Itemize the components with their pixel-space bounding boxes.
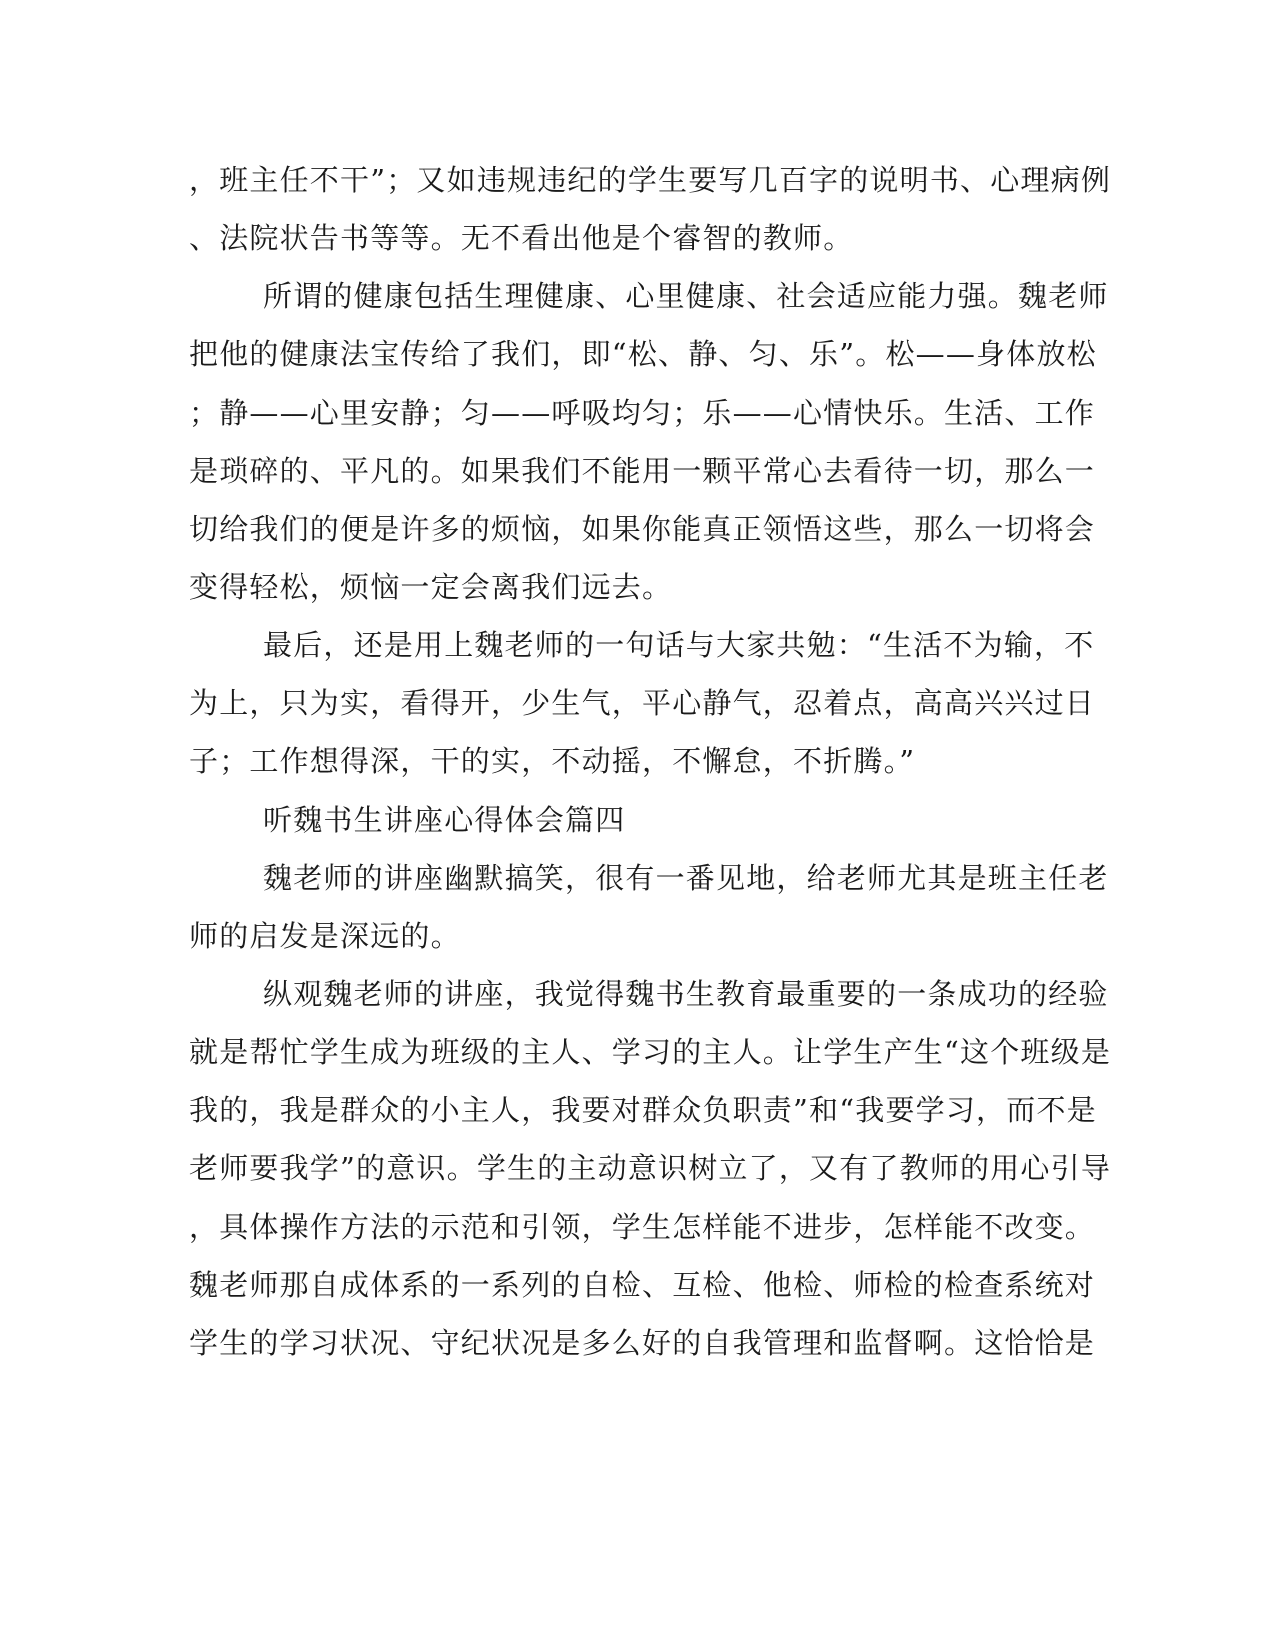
text-line: 子；工作想得深，干的实，不动摇，不懈怠，不折腾。” <box>189 744 916 778</box>
paragraph-start: 最后，还是用上魏老师的一句话与大家共勉：“生活不为输，不 <box>263 628 1095 662</box>
text-line: ，班主任不干”；又如违规违纪的学生要写几百字的说明书、心理病例 <box>189 163 1112 197</box>
text-line: 为上，只为实，看得开，少生气，平心静气，忍着点，高高兴兴过日 <box>189 686 1096 720</box>
text-line: ；静——心里安静；匀——呼吸均匀；乐——心情快乐。生活、工作 <box>189 396 1096 430</box>
text-line: 是琐碎的、平凡的。如果我们不能用一颗平常心去看待一切，那么一 <box>189 454 1096 488</box>
paragraph-start: 所谓的健康包括生理健康、心里健康、社会适应能力强。魏老师 <box>263 279 1109 313</box>
text-line: 魏老师那自成体系的一系列的自检、互检、他检、师检的检查系统对 <box>189 1268 1096 1302</box>
text-line: 、法院状告书等等。无不看出他是个睿智的教师。 <box>189 221 854 255</box>
text-line: ，具体操作方法的示范和引领，学生怎样能不进步，怎样能不改变。 <box>189 1210 1096 1244</box>
paragraph-start: 纵观魏老师的讲座，我觉得魏书生教育最重要的一条成功的经验 <box>263 977 1109 1011</box>
text-line: 我的，我是群众的小主人，我要对群众负职责”和“我要学习，而不是 <box>189 1093 1097 1127</box>
text-line: 把他的健康法宝传给了我们，即“松、静、匀、乐”。松——身体放松 <box>189 337 1097 371</box>
text-line: 变得轻松，烦恼一定会离我们远去。 <box>189 570 673 604</box>
paragraph-start: 魏老师的讲座幽默搞笑，很有一番见地，给老师尤其是班主任老 <box>263 861 1109 895</box>
text-line: 切给我们的便是许多的烦恼，如果你能真正领悟这些，那么一切将会 <box>189 512 1096 546</box>
text-line: 学生的学习状况、守纪状况是多么好的自我管理和监督啊。这恰恰是 <box>189 1326 1096 1360</box>
text-line: 师的启发是深远的。 <box>189 919 461 953</box>
text-line: 就是帮忙学生成为班级的主人、学习的主人。让学生产生“这个班级是 <box>189 1035 1112 1069</box>
section-heading: 听魏书生讲座心得体会篇四 <box>263 803 626 837</box>
text-line: 老师要我学”的意识。学生的主动意识树立了，又有了教师的用心引导 <box>189 1151 1112 1185</box>
